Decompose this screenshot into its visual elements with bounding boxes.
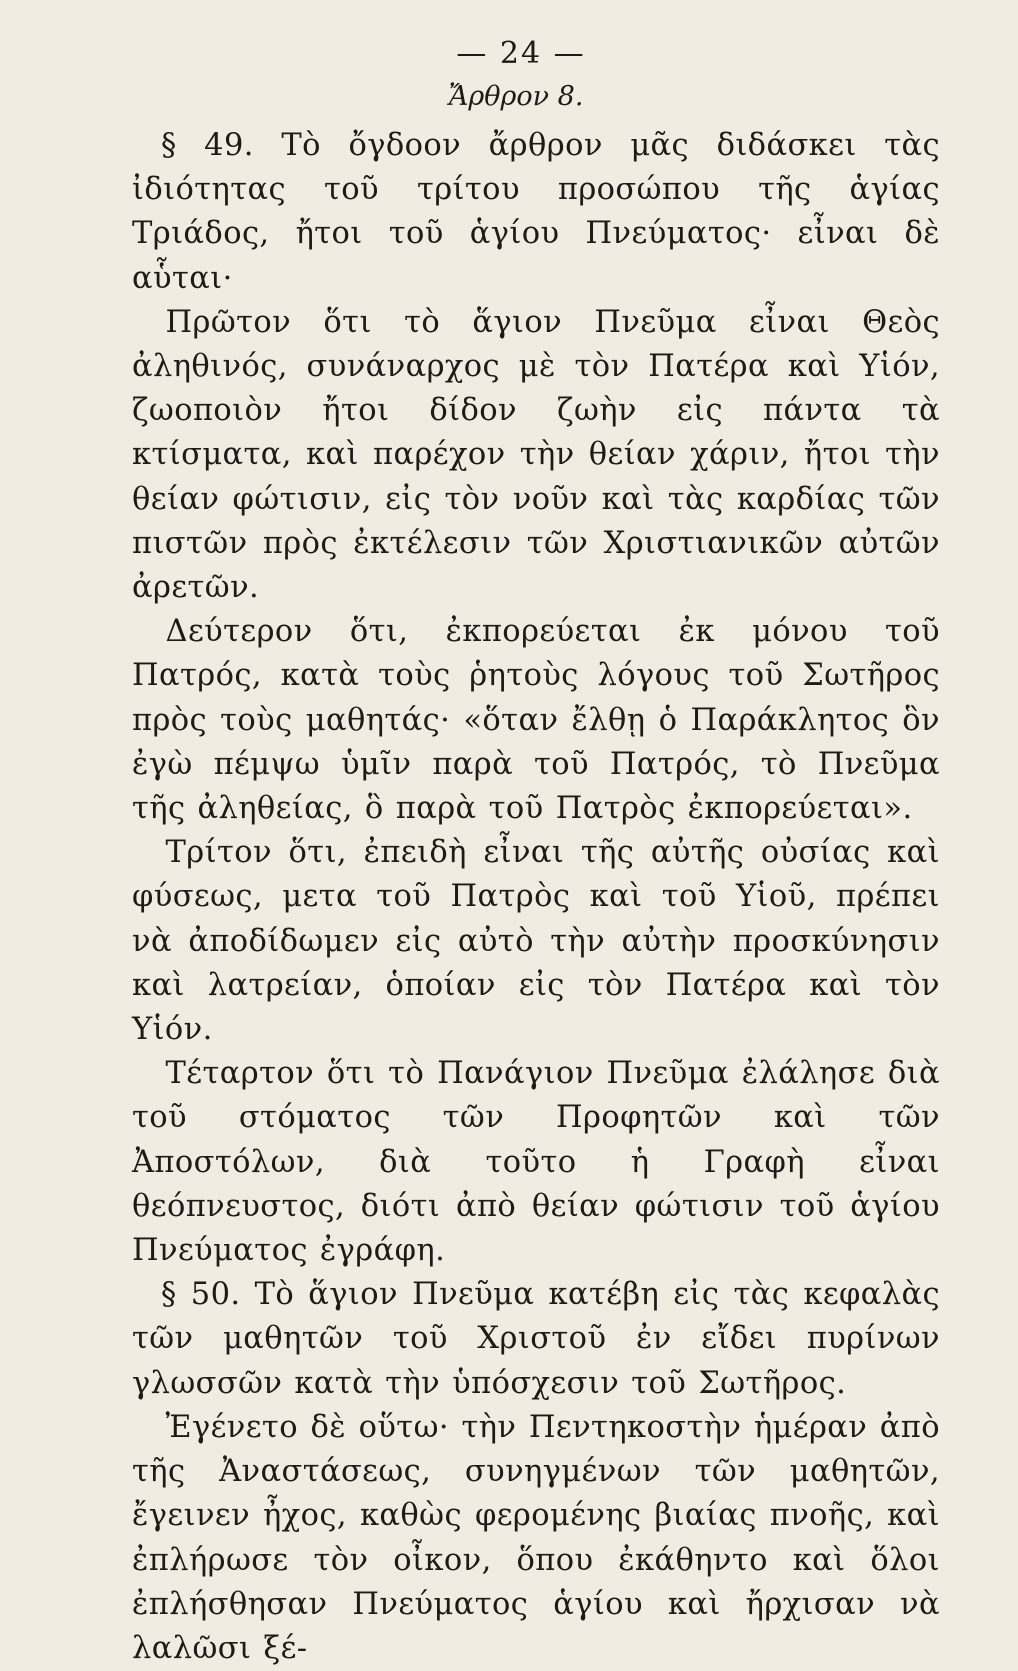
paragraph-section-50: § 50. Τὸ ἅγιον Πνεῦμα κατέβη εἰς τὰς κεφαλὰς τῶν μαθητῶν τοῦ Χριστοῦ ἐν εἴδει πυρίνων γλωσσῶν κατὰ τὴν ὑπόσχεσιν τοῦ Σωτῆρος. xyxy=(132,1277,940,1401)
paragraph-pentecost: Ἐγένετο δὲ οὕτω· τὴν Πεντηκοστὴν ἡμέραν ἀπὸ τῆς Ἀναστάσεως, συνηγμένων τῶν μαθητῶν, ἔγεινεν ἦχος, καθὼς φερομένης βιαίας πνοῆς, καὶ ἐπλήρωσε τὸν οἶκον, ὅπου ἐκάθηντο καὶ ὅλοι ἐπλήσθησαν Πνεύματος ἁγίου καὶ ἤρχισαν νὰ λαλῶσι ξέ- xyxy=(132,1409,940,1666)
paragraph-first-property: Πρῶτον ὅτι τὸ ἅγιον Πνεῦμα εἶναι Θεὸς ἀληθινός, συνάναρχος μὲ τὸν Πατέρα καὶ Υἱόν, ζωοποιὸν ἤτοι δίδον ζωὴν εἰς πάντα τὰ κτίσματα, καὶ παρέχον τὴν θείαν χάριν, ἤτοι τὴν θείαν φώτισιν, εἰς τὸν νοῦν καὶ τὰς καρδίας τῶν πιστῶν πρὸς ἐκτέλεσιν τῶν Χριστιανικῶν αὐτῶν ἀρετῶν. xyxy=(132,304,940,606)
paragraph-third-property: Τρίτον ὅτι, ἐπειδὴ εἶναι τῆς αὐτῆς οὐσίας καὶ φύσεως, μετα τοῦ Πατρὸς καὶ τοῦ Υἱοῦ, πρέπει νὰ ἀποδίδωμεν εἰς αὐτὸ τὴν αὐτὴν προσκύνησιν καὶ λατρείαν, ὁποίαν εἰς τὸν Πατέρα καὶ τὸν Υἱόν. xyxy=(132,835,940,1048)
paragraph-fourth-property: Τέταρτον ὅτι τὸ Πανάγιον Πνεῦμα ἐλάλησε διὰ τοῦ στόματος τῶν Προφητῶν καὶ τῶν Ἀποστόλων, διὰ τοῦτο ἡ Γραφὴ εἶναι θεόπνευστος, διότι ἀπὸ θείαν φώτισιν τοῦ ἁγίου Πνεύματος ἐγράφη. xyxy=(132,1056,940,1269)
page-number: — 24 — xyxy=(456,36,586,71)
paragraph-section-49: § 49. Τὸ ὄγδοον ἄρθρον μᾶς διδάσκει τὰς ἰδιότητας τοῦ τρίτου προσώπου τῆς ἁγίας Τριάδος, ἤτοι τοῦ ἁγίου Πνεύματος· εἶναι δὲ αὗται· xyxy=(132,128,940,296)
paragraph-second-property: Δεύτερον ὅτι, ἐκπορεύεται ἐκ μόνου τοῦ Πατρός, κατὰ τοὺς ῥητοὺς λόγους τοῦ Σωτῆρος πρὸς τοὺς μαθητάς· «ὅταν ἔλθῃ ὁ Παράκλητος ὃν ἐγὼ πέμψω ὑμῖν παρὰ τοῦ Πατρός, τὸ Πνεῦμα τῆς ἀληθείας, ὃ παρὰ τοῦ Πατρὸς ἐκπορεύεται». xyxy=(132,614,940,827)
article-heading: Ἄρθρον 8. xyxy=(448,81,584,112)
